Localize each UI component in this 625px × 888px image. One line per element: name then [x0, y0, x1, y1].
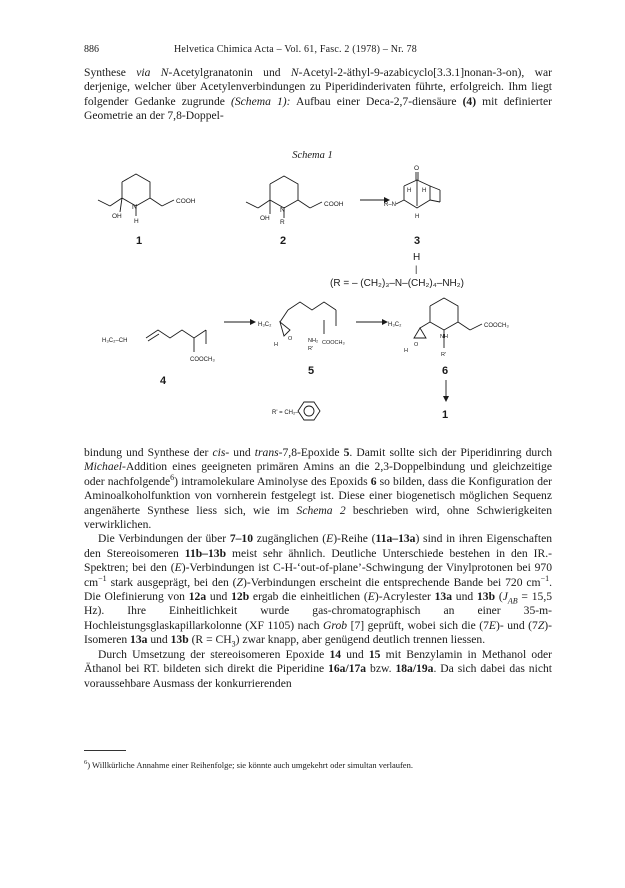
svg-text:O: O: [288, 336, 293, 342]
svg-text:O: O: [414, 342, 419, 348]
svg-text:OH: OH: [260, 215, 270, 222]
svg-text:O: O: [414, 165, 420, 172]
svg-text:COOCH₃: COOCH₃: [190, 357, 215, 363]
svg-text:COOCH₃: COOCH₃: [322, 340, 345, 346]
running-header: [84, 44, 552, 60]
schema-title: Schema 1: [292, 150, 333, 161]
intro-paragraph: Synthese via N-Acetylgranatonin und N-Acetyl-2-äthyl-9-azabicyclo[3.3.1]nonan-3-on), war derjenige, welcher über Acetylenverbindungen zu Piperidinderivaten führte, erfolgreich. Ihm liegt folgender Gedanke zugrunde (Schema 1): Aufbau einer Deca-2,7-diensäure (4) mit definierter Geometrie an der 7,8-Doppel-: [84, 66, 553, 123]
svg-text:N: N: [280, 207, 286, 214]
svg-text:H: H: [422, 188, 427, 194]
svg-text:NH: NH: [440, 334, 448, 340]
body-text: [84, 446, 552, 691]
svg-text:H: H: [274, 342, 278, 348]
svg-text:R: R: [280, 219, 285, 226]
paragraph-2: Die Verbindungen der über 7–10 zugänglichen (E)-Reihe (11a–13a) sind in ihren Eigenschaften den Stereoisomeren 11b–13b meist sehr ähnlich. Deutliche Unterschiede bestehen in den IR.-Spektren; bei den (E)-Verbindungen ist C-H-‘out-of-plane’-Schwingung der Vinylprotonen bei 970 $cm^{-1}$ stark ausgeprägt, bei den (Z)-Verbindungen erscheint die entsprechende Bande bei 720 $cm^{-1}$. Die Olefinierung von 12a und 12b ergab die einheitlichen (E)-Acrylester 13a und 13b ($J_{AB} = 15,5$ Hz). Ihre Einheitlichkeit wurde gas-chromatographisch an einer 35-m-Hochleistungsglaskapillarkolonne (XF 1105) nach Grob [7] geprüft, wobei sich die (7E)- und (7Z)-Isomeren 13a und 13b $(R = CH_3)$ zwar knapp, aber genügend deutlich trennen liessen.: [84, 532, 553, 649]
benzene-ring: [298, 402, 320, 420]
svg-text:H: H: [407, 188, 412, 194]
svg-text:NH₂: NH₂: [308, 338, 319, 344]
svg-text:COOCH₃: COOCH₃: [484, 323, 509, 329]
svg-text:R': R': [441, 352, 447, 358]
svg-text:H: H: [134, 218, 139, 225]
svg-text:COOH: COOH: [324, 201, 344, 208]
svg-text:H₃C₂–CH: H₃C₂–CH: [102, 338, 128, 344]
page-number: 886: [84, 44, 99, 55]
reaction-scheme: [84, 162, 552, 442]
svg-text:H: H: [415, 214, 420, 220]
compound-label-2: 2: [280, 235, 287, 247]
footnote-rule: [84, 750, 126, 751]
rprime-definition: R' = CH₂–: [272, 410, 299, 416]
svg-text:R': R': [308, 346, 314, 352]
journal-title: Helvetica Chimica Acta – Vol. 61, Fasc. 2 (1978) – Nr. 78: [174, 44, 417, 55]
svg-text:H₃C₂: H₃C₂: [258, 322, 272, 328]
compound-3-structure: [396, 172, 440, 208]
svg-text:H₃C₂: H₃C₂: [388, 322, 402, 328]
svg-text:R–N: R–N: [384, 202, 397, 208]
paragraph-1: bindung und Synthese der cis- und trans-7,8-Epoxide 5. Damit sollte sich der Piperidinring durch Michael-Addition eines geeigneten primären Amins an die 2,3-Doppelbindung und gleichzeitige oder nachfolgende$^6$) intramolekulare Aminolyse des Epoxids 6 so bilden, dass die Konfiguration der Aminoalkoholfunktion von vornherein festgelegt ist. Diese einer biogenetisch möglichen Sequenz angenäherte Synthese liess sich, wie im Schema 2 beschrieben wird, ohne Schwierigkeiten verwirklichen.: [84, 446, 553, 532]
compound-label-3: 3: [414, 235, 421, 247]
compound-label-6: 6: [442, 365, 449, 377]
svg-text:H: H: [404, 348, 408, 354]
svg-text:OH: OH: [112, 213, 122, 220]
svg-text:COOH: COOH: [176, 198, 196, 205]
svg-text:N: N: [132, 204, 138, 211]
compound-4-structure: [146, 330, 206, 352]
paragraph-3: Durch Umsetzung der stereoisomeren Epoxide 14 und 15 mit Benzylamin in Methanol oder Äthanol bei RT. bildeten sich direkt die Piperidine 16a/17a bzw. 18a/19a. Da sich dabei das nicht voraussehbare Ausmass der konkurrierenden: [84, 647, 552, 690]
compound-label-5: 5: [308, 365, 315, 377]
compound-label-4: 4: [160, 375, 167, 387]
svg-text:H: H: [413, 252, 421, 263]
compound-label-1: 1: [136, 235, 143, 247]
footnote: $^6$) Willkürliche Annahme einer Reihenfolge; sie könnte auch umgekehrt oder simultan verlaufen.: [84, 759, 413, 770]
r-definition: (R = – (CH₂)₃–N–(CH₂)₄–NH₂): [330, 278, 464, 289]
compound-6-structure: [414, 298, 482, 348]
compound-5-structure: [280, 302, 336, 336]
compound-label-1b: 1: [442, 409, 449, 421]
svg-text:|: |: [415, 264, 418, 274]
